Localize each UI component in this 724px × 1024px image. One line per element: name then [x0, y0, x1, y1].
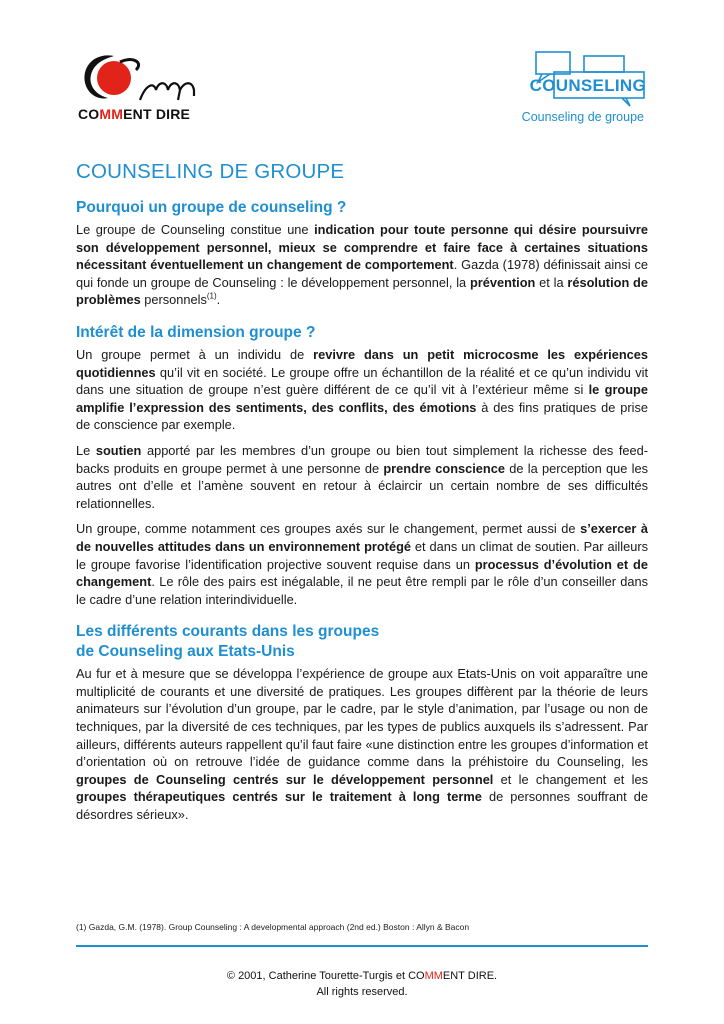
comment-dire-brand-text: COMMENT DIRE [78, 106, 191, 122]
paragraph-currents: Au fur et à mesure que se développa l’expérience de groupe aux Etats-Unis on voit apparaître une multiplicité de courants et une diversité de pratiques. Les groupes diffèrent par la théorie de leurs animateurs sur l’évolution d’un groupe, par le cadre, par le style d’animation, par l’usage ou non de techniques, par la diversité de ces techniques, par les types de publics auxquels ils s’adressent. Par ailleurs, différents auteurs rappellent qu’il faut faire «une distinction entre les groupes d’information et d’orientation où on retrouve l’idée de guidance comme dans la préhistoire du Counseling, les groupes de Counseling centrés sur le développement personnel et le changement et les groupes thérapeutiques centrés sur le traitement à long terme de personnes souffrant de désordres sérieux». [76, 666, 649, 823]
counseling-logo [506, 48, 646, 128]
paragraph-microcosm: Un groupe permet à un individu de revivre dans un petit microcosme les expériences quotidiennes qu’il vit en société. Le groupe offre un échantillon de la réalité et ce qu’un individu vit dans une situation de groupe n’est guère différent de ce qu’il vit à l’extérieur même si le groupe amplifie l’expression des sentiments, des conflits, des émotions à des fins pratiques de prise de conscience par exemple. [76, 346, 648, 433]
comment-dire-logo [74, 48, 214, 128]
section-currents-usa [76, 622, 648, 823]
footer-divider [76, 945, 648, 947]
paragraph-support: Le soutien apporté par les membres d’un groupe ou bien tout simplement la richesse des feed-backs produits en groupe permet à une personne de prendre conscience de la perception que les autres ont d’elle et l’amène souvent en retour à éclaircir un certain nombre de ses difficultés relationnelles. [76, 442, 649, 511]
section-why-group [76, 198, 648, 309]
page-title: COUNSELING DE GROUPE [76, 160, 345, 183]
section-heading-why-group: Pourquoi un groupe de counseling ? [76, 199, 347, 216]
section-heading-currents-usa: Les différents courants dans les groupes de Counseling aux Etats-Unis [76, 623, 380, 661]
counseling-wordmark: COUNSELING [529, 76, 646, 95]
paragraph-change: Un groupe, comme notamment ces groupes axés sur le changement, permet aussi de s’exercer à de nouvelles attitudes dans un environnement protégé et dans un climat de soutien. Par ailleurs le groupe favorise l’identification projective souvent requise dans un processus d’évolution et de changement. Le rôle des pairs est inégalable, il ne peut être rempli par le rôle d’un conseiller dans le cadre d’une relation interindividuelle. [76, 521, 648, 607]
main-content [76, 160, 648, 838]
paragraph-why-group: Le groupe de Counseling constitue une indication pour toute personne qui désire poursuivre son développement personnel, mieux se comprendre et faire face à certaines situations nécessitant éventuellement un changement de comportement. Gazda (1978) définissait ainsi ce qui fonde un groupe de Counseling : le développement personnel, la prévention et la résolution de problèmes personnels$^{(1)}$. [76, 222, 648, 308]
footnote-reference: (1) [206, 292, 217, 302]
section-group-interest [76, 323, 648, 608]
footnote: (1) Gazda, G.M. (1978). Group Counseling : A developmental approach (2nd ed.) Boston : Allyn & Bacon [76, 922, 470, 932]
copyright-notice: © 2001, Catherine Tourette-Turgis et COMMENT DIRE. All rights reserved. [226, 970, 498, 998]
counseling-subtitle: Counseling de groupe [521, 110, 644, 124]
section-heading-group-interest: Intérêt de la dimension groupe ? [76, 323, 316, 341]
comment-dire-emblem-icon [74, 48, 214, 108]
